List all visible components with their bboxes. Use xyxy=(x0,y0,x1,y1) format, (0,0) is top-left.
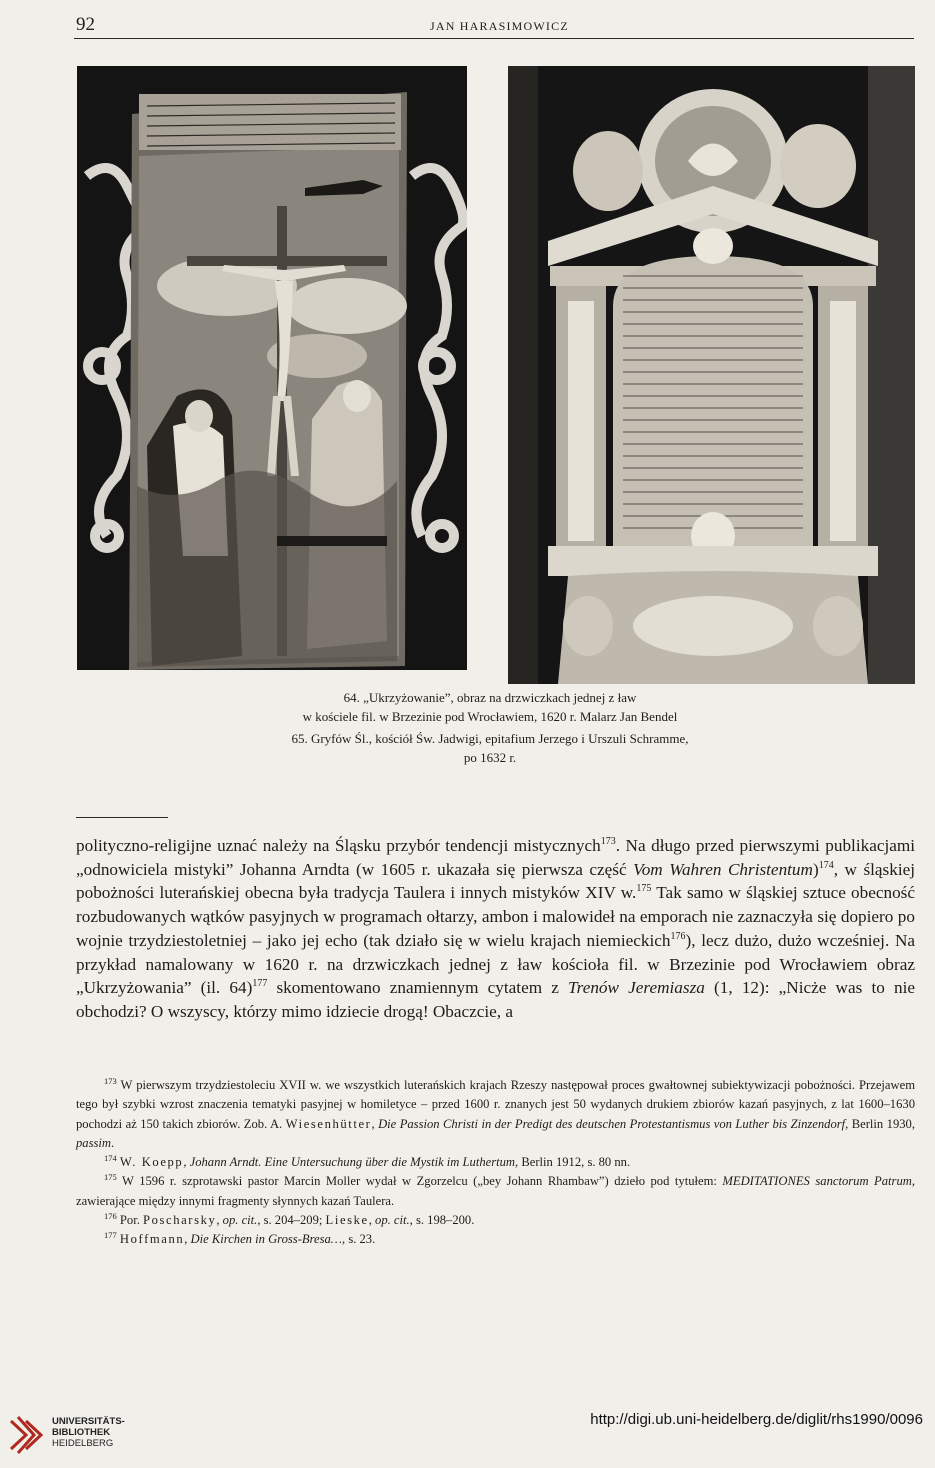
body-text-run: , w śląskiej pobożności luterańskiej obecna była tradycja Taulera i innych mistyków XIV w. xyxy=(76,859,915,903)
library-name-line: HEIDELBERG xyxy=(52,1438,114,1449)
footnote-ref-176[interactable]: 176 xyxy=(670,930,686,942)
footnote-author: Hoffmann xyxy=(119,1232,185,1247)
footnote-text: , xyxy=(216,1213,223,1228)
footnote-text: , Berlin 1930, xyxy=(845,1116,915,1131)
figure-65-photo xyxy=(508,66,915,684)
figure-64-photo xyxy=(77,66,467,670)
caption-65-line-1: 65. Gryfów Śl., kościół Św. Jadwigi, epitafium Jerzego i Urszuli Schramme, xyxy=(291,731,689,746)
footnote-number: 176 xyxy=(104,1211,117,1222)
caption-64-line-2: w kościele fil. w Brzezinie pod Wrocławiem, 1620 r. Malarz Jan Bendel xyxy=(302,709,678,724)
figure-captions xyxy=(200,688,780,767)
footnote-text: , s. 204–209; xyxy=(257,1213,326,1228)
caption-64-line-1: 64. „Ukrzyżowanie”, obraz na drzwiczkach jednej z ław xyxy=(343,690,637,705)
footnote-author: Wiesenhütter xyxy=(285,1116,372,1131)
footnote-text: . xyxy=(111,1135,115,1150)
footnote-ref-175[interactable]: 175 xyxy=(636,883,652,895)
page-number: 92 xyxy=(76,14,95,35)
footnote-text: , Berlin 1912, s. 80 nn. xyxy=(515,1155,631,1170)
footnote-title: Die Kirchen in Gross-Bresa… xyxy=(190,1232,343,1247)
footnote-text: Por. xyxy=(116,1213,143,1228)
body-paragraph xyxy=(76,834,915,1024)
footnote-175 xyxy=(76,1172,915,1211)
footnote-text: W pierwszym trzydziestoleciu XVII w. we wszystkich luterańskich krajach Rzeszy następował proces gwałtownej subiektywizacji pobożności. Przejawem tego był szybki wzrost znaczenia tematyki pasyjnej w homiletyce – przed 1600 r. znanych jest 50 wydanych drukiem zbiorów kazań pasyjnych, z lat 1600–1630 pochodzi aż 150 takich zbiorów. Zob. A. xyxy=(76,1078,915,1131)
body-text-run: . Na długo przed pierwszymi publikacjami „odnowiciela mistyki” Johanna Arndta (w 1605 r. ukazała się pierwsza część xyxy=(76,836,916,879)
body-text xyxy=(76,834,915,1024)
footnote-ref-174[interactable]: 174 xyxy=(818,859,834,871)
footnote-text: passim xyxy=(76,1135,111,1150)
footnote-text: op. cit. xyxy=(222,1213,258,1228)
section-rule xyxy=(76,817,168,818)
footnote-title: MEDITATIONES sanctorum Patrum xyxy=(722,1174,912,1189)
footnote-text: , xyxy=(183,1155,190,1170)
footnote-title: Johann Arndt. Eine Untersuchung über die Mystik im Luthertum xyxy=(189,1155,516,1170)
footnote-text: , s. 198–200. xyxy=(409,1213,475,1228)
footnote-174 xyxy=(76,1153,915,1172)
book-title-trenow-jeremiasza: Trenów Jeremiasza xyxy=(568,978,705,998)
footnote-text: , zawierające między innymi fragmenty słynnych kazań Taulera. xyxy=(76,1174,915,1208)
body-text-run: (1, 12): „Nicże was to nie obchodzi? O wszyscy, którzy mimo idziecie drogą! Obaczcie, a xyxy=(76,978,915,1021)
book-title-vom-wahren-christentum: Vom Wahren Christentum xyxy=(633,859,813,879)
footnote-ref-177[interactable]: 177 xyxy=(252,978,268,990)
library-name xyxy=(52,1416,125,1449)
epitaph-image xyxy=(508,66,915,684)
footnote-author: Poscharsky xyxy=(143,1213,217,1228)
footnote-177 xyxy=(76,1230,915,1249)
source-url-link[interactable]: http://digi.ub.uni-heidelberg.de/diglit/rhs1990/0096 xyxy=(590,1411,923,1428)
university-library-logo-icon xyxy=(8,1415,44,1455)
body-text-run: polityczno-religijne uznać należy na Śląsku przybór tendencji mistycznych xyxy=(76,836,601,855)
footnotes xyxy=(76,1076,915,1250)
footnote-text: , xyxy=(184,1232,191,1247)
footnote-176 xyxy=(76,1211,915,1230)
footnote-text: op. cit. xyxy=(375,1213,410,1228)
running-head: JAN HARASIMOWICZ xyxy=(430,19,569,33)
footnote-title: Die Passion Christi in der Predigt des deutschen Protestantismus von Luther bis Zinzendorf xyxy=(378,1116,846,1131)
footnote-number: 173 xyxy=(104,1076,117,1086)
caption-65-line-2: po 1632 r. xyxy=(463,750,517,765)
footnote-number: 174 xyxy=(104,1153,117,1164)
header-rule xyxy=(74,38,914,39)
body-text-run: ), lecz dużo, dużo wcześniej. Na przykład namalowany w 1620 r. na drzwiczkach jednej z ław kościoła fil. w Brzezinie pod Wrocławiem obraz „Ukrzyżowania” (il. 64) xyxy=(76,930,915,998)
footnote-text: , s. 23. xyxy=(342,1232,376,1247)
crucifixion-painting-image xyxy=(77,66,467,670)
footnote-number: 175 xyxy=(104,1172,117,1183)
footnote-text: , xyxy=(371,1116,379,1131)
library-name-line: UNIVERSITÄTS- xyxy=(52,1416,125,1427)
body-text-run: skomentowano znamiennym cytatem z xyxy=(267,978,569,998)
body-text-run: Tak samo w śląskiej sztuce obecność rozbudowanych wątków pasyjnych w programach ołtarzy, ambon i malowideł na emporach nie zaznaczyła się dopiero po wojnie trzydziestoletniej – jako jej echo (tak działo się w wielu krajach niemieckich xyxy=(76,883,915,950)
footnote-text: , xyxy=(368,1213,376,1228)
footnote-number: 177 xyxy=(104,1230,117,1241)
footnote-text: W 1596 r. szprotawski pastor Marcin Moller wydał w Zgorzelcu („bey Johann Rhambaw”) dzieło pod tytułem: xyxy=(116,1174,723,1189)
footnote-author: Lieske xyxy=(325,1213,369,1228)
library-name-line: BIBLIOTHEK xyxy=(52,1427,111,1438)
footnote-author: W. Koepp xyxy=(119,1155,184,1170)
footnote-173 xyxy=(76,1076,915,1153)
footnote-ref-173[interactable]: 173 xyxy=(600,836,616,847)
body-text-run: ) xyxy=(812,859,819,879)
